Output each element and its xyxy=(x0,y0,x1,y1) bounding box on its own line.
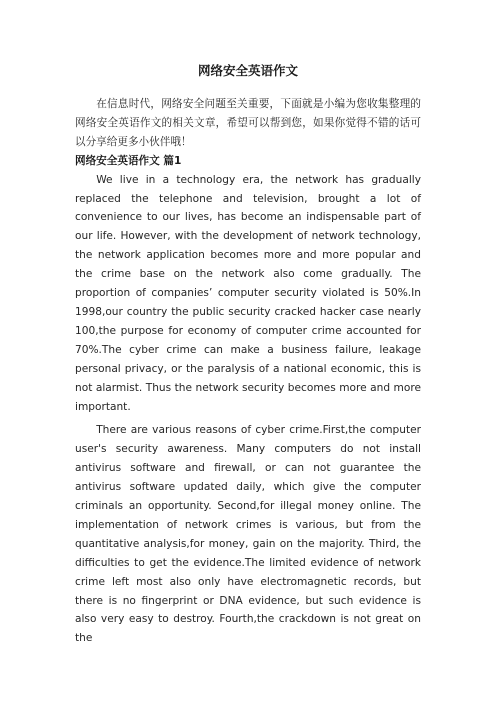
body-paragraph-2: There are various reasons of cyber crime.First,the computer user's security awareness. Many computers do not install antivirus software and firewall, or can not guarantee the antivirus software updated daily, which give the computer criminals an opportunity. Second,for illegal money online. The implementation of network crimes is various, but from the quantitative analysis,for money, gain on the majority. Third, the difficulties to get the evidence.The limited evidence of network crime left most also only have electromagnetic records, but there is no fingerprint or DNA evidence, but such evidence is also very easy to destroy. Fourth,the crackdown is not great on the xyxy=(75,424,421,645)
document-body xyxy=(75,95,421,648)
document-title: 网络安全英语作文 xyxy=(197,63,298,78)
intro-paragraph: 在信息时代，网络安全问题至关重要，下面就是小编为您收集整理的网络安全英语作文的相关文章，希望可以帮到您，如果你觉得不错的话可以分享给更多小伙伴哦！ xyxy=(75,98,421,148)
body-paragraph-1: We live in a technology era, the network has gradually replaced the telephone and television, brought a lot of convenience to our lives, has become an indispensable part of our life. However, with the development of network technology, the network application becomes more and more popular and the crime base on the network also come gradually. The proportion of companies’ computer security violated is 50%.In 1998,our country the public security cracked hacker case nearly 100,the purpose for economy of computer crime accounted for 70%.The cyber crime can make a business failure, leakage personal privacy, or the paralysis of a national economic, this is not alarmist. Thus the network security becomes more and more important. xyxy=(75,173,421,413)
section-heading: 网络安全英语作文 篇1 xyxy=(75,154,182,167)
